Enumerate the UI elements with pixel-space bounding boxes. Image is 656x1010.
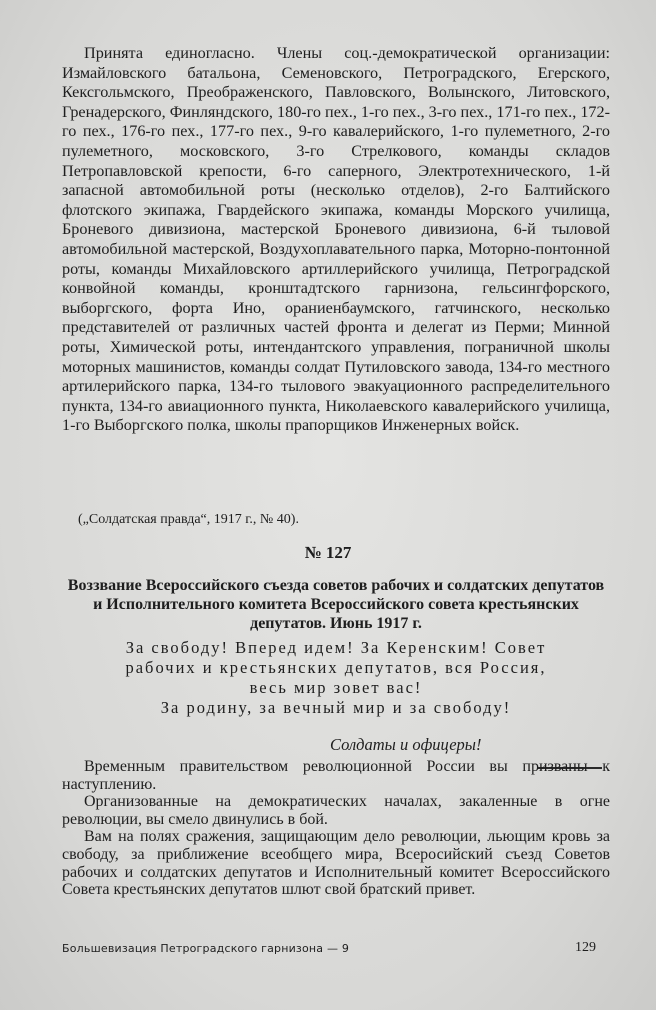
appeal-paragraph: Временным правительством революционной России вы призваны к наступлению.: [62, 758, 610, 793]
appeal-paragraph: Вам на полях сражения, защищающим дело революции, льющим кровь за свободу, за приближение всеобщего мира, Всеросийский съезд Советов рабочих и солдатских депутатов и Исполнительный комитет Всероссийского Совета крестьянских депутатов шлют свой братский привет.: [62, 828, 610, 899]
document-title: Воззвание Всероссийского съезда советов рабочих и солдатских депутатов и Исполнительного комитета Всероссийского совета крестьянских депутатов. Июнь 1917 г.: [67, 577, 605, 632]
slogan-line: За свободу! Вперед идем! За Керенским! Совет: [125, 638, 547, 657]
slogan-line: рабочих и крестьянских депутатов, вся Россия,: [125, 658, 547, 677]
slogan-line: весь мир зовет вас!: [249, 678, 423, 697]
footer-signature: Большевизация Петроградского гарнизона — 9: [62, 942, 350, 955]
resolution-paragraph: Принята единогласно. Члены соц.-демократической организации: Измайловского батальона, Семеновского, Петроградского, Егерского, Кексгольмского, Преображенского, Павловского, Волынского, Литовского, Гренадерского, Финляндского, 180-го пех., 1-го пех., 3-го пех., 171-го пех., 172-го пех., 176-го пех., 177-го пех., 9-го кавалерийского, 1-го пулеметного, 2-го пулеметного, московского, 3-го Стрелкового, команды складов Петропавловской крепости, 6-го саперного, Электротехнического, 1-й запасной автомобильной роты (несколько отделов), 2-го Балтийского флотского экипажа, Гвардейского экипажа, команды Морского училища, Броневого дивизиона, мастерской Броневого дивизиона, 6-й тыловой автомобильной мастерской, Воздухоплавательного парка, Моторно-понтонной роты, команды Михайловского артиллерийского училища, Петроградской конвойной команды, кронштадтского гарнизона, гельсингфорского, выборгского, форта Ино, ораниенбаумского, гатчинского, несколько представителей от различных частей фронта и делегат из Перми; Минной роты, Химической роты, интендантского управления, пограничной школы моторных машинистов, команды солдат Путиловского завода, 134-го местного артилерийского парка, 134-го тылового эвакуационного распределительного пункта, 134-го авиационного пункта, Николаевского кавалерийского училища, 1-го Выборгского полка, школы прапорщиков Инженерных войск.: [62, 44, 610, 435]
source-citation: („Солдатская правда“, 1917 г., № 40).: [78, 512, 299, 527]
document-number: № 127: [304, 543, 352, 562]
appeal-body: [62, 758, 610, 899]
appeal-paragraph: Организованные на демократических началах, закаленные в огне революции, вы смело двинулись в бой.: [62, 793, 610, 828]
greeting-heading: Солдаты и офицеры!: [330, 735, 482, 754]
slogans-block: [62, 638, 610, 718]
slogan-line: За родину, за вечный мир и за свободу!: [160, 698, 512, 717]
page-number: 129: [575, 940, 596, 955]
